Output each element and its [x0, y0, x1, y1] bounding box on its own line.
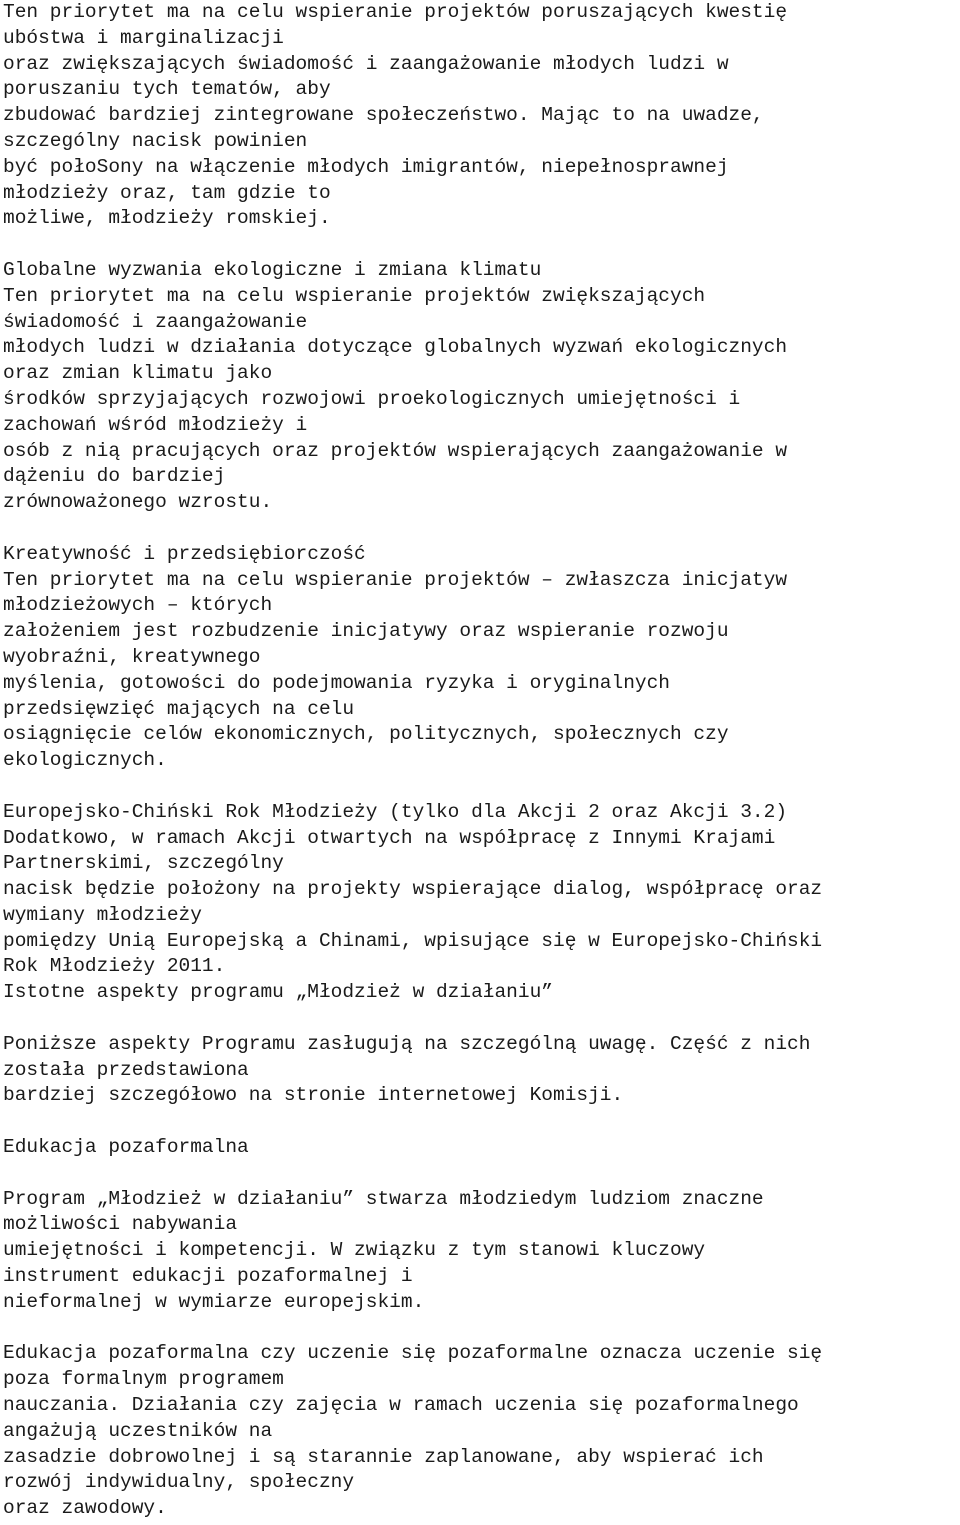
- text-line: oraz zwiększających świadomość i zaangażowanie młodych ludzi w: [3, 52, 729, 75]
- paragraph-gap: [3, 516, 960, 542]
- text-line: Ten priorytet ma na celu wspieranie projektów – zwłaszcza inicjatyw: [3, 568, 788, 591]
- text-line: dążeniu do bardziej: [3, 465, 226, 488]
- paragraph-gap: [3, 774, 960, 800]
- text-line: możliwe, młodzieży romskiej.: [3, 207, 331, 230]
- text-line: Edukacja pozaformalna czy uczenie się pozaformalne oznacza uczenie się: [3, 1342, 823, 1365]
- text-line: zbudować bardziej zintegrowane społeczeństwo. Mając to na uwadze,: [3, 104, 764, 127]
- text-line: młodzieżowych – których: [3, 594, 273, 617]
- paragraph-gap: [3, 1006, 960, 1032]
- text-line: świadomość i zaangażowanie: [3, 310, 308, 333]
- paragraph: [3, 1187, 960, 1316]
- paragraph-gap: [3, 1161, 960, 1187]
- text-line: angażują uczestników na: [3, 1419, 273, 1442]
- text-line: zasadzie dobrowolnej i są starannie zaplanowane, aby wspierać ich: [3, 1445, 764, 1468]
- text-line: wyobraźni, kreatywnego: [3, 645, 261, 668]
- text-line: szczególny nacisk powinien: [3, 129, 308, 152]
- text-line: Edukacja pozaformalna: [3, 1136, 249, 1159]
- text-line: środków sprzyjających rozwojowi proekologicznych umiejętności i: [3, 387, 741, 410]
- text-line: możliwości nabywania: [3, 1213, 238, 1236]
- document-body: [3, 0, 960, 1522]
- text-line: poza formalnym programem: [3, 1368, 284, 1391]
- text-line: założeniem jest rozbudzenie inicjatywy oraz wspieranie rozwoju: [3, 620, 729, 643]
- paragraph-gap: [3, 1316, 960, 1342]
- text-line: oraz zmian klimatu jako: [3, 362, 273, 385]
- text-line: Partnerskimi, szczególny: [3, 852, 284, 875]
- paragraph: [3, 800, 960, 1006]
- text-line: młodych ludzi w działania dotyczące globalnych wyzwań ekologicznych: [3, 336, 788, 359]
- text-line: bardziej szczegółowo na stronie internetowej Komisji.: [3, 1084, 624, 1107]
- text-line: przedsięwzięć mających na celu: [3, 697, 355, 720]
- text-line: osiągnięcie celów ekonomicznych, politycznych, społecznych czy: [3, 723, 729, 746]
- paragraph: [3, 1341, 960, 1522]
- text-line: Program „Młodzież w działaniu” stwarza młodziedym ludziom znaczne: [3, 1187, 764, 1210]
- text-line: Ten priorytet ma na celu wspieranie projektów poruszających kwestię: [3, 1, 788, 23]
- text-line: wymiany młodzieży: [3, 903, 202, 926]
- text-line: Kreatywność i przedsiębiorczość: [3, 542, 366, 565]
- text-line: osób z nią pracujących oraz projektów wspierających zaangażowanie w: [3, 439, 788, 462]
- paragraph: [3, 542, 960, 774]
- paragraph: [3, 1032, 960, 1109]
- text-line: Ten priorytet ma na celu wspieranie projektów zwiększających: [3, 284, 706, 307]
- text-line: oraz zawodowy.: [3, 1497, 167, 1520]
- text-line: pomiędzy Unią Europejską a Chinami, wpisujące się w Europejsko-Chiński: [3, 929, 823, 952]
- text-line: Poniższe aspekty Programu zasługują na szczególną uwagę. Część z nich: [3, 1032, 811, 1055]
- text-line: Dodatkowo, w ramach Akcji otwartych na współpracę z Innymi Krajami: [3, 826, 776, 849]
- text-line: nauczania. Działania czy zajęcia w ramach uczenia się pozaformalnego: [3, 1394, 799, 1417]
- text-line: instrument edukacji pozaformalnej i: [3, 1265, 413, 1288]
- text-line: umiejętności i kompetencji. W związku z tym stanowi kluczowy: [3, 1239, 706, 1262]
- text-line: być połoSony na włączenie młodych imigrantów, niepełnosprawnej: [3, 155, 729, 178]
- text-line: nacisk będzie położony na projekty wspierające dialog, współpracę oraz: [3, 878, 823, 901]
- text-line: poruszaniu tych tematów, aby: [3, 78, 331, 101]
- text-line: młodzieży oraz, tam gdzie to: [3, 181, 331, 204]
- text-line: Istotne aspekty programu „Młodzież w działaniu”: [3, 981, 553, 1004]
- text-line: zachowań wśród młodzieży i: [3, 413, 308, 436]
- text-line: rozwój indywidualny, społeczny: [3, 1471, 355, 1494]
- text-line: Globalne wyzwania ekologiczne i zmiana klimatu: [3, 258, 542, 281]
- paragraph-gap: [3, 232, 960, 258]
- text-line: Rok Młodzieży 2011.: [3, 955, 226, 978]
- text-line: zrównoważonego wzrostu.: [3, 491, 273, 514]
- text-line: ubóstwa i marginalizacji: [3, 26, 284, 49]
- text-line: nieformalnej w wymiarze europejskim.: [3, 1290, 425, 1313]
- text-line: została przedstawiona: [3, 1058, 249, 1081]
- paragraph-gap: [3, 1109, 960, 1135]
- paragraph: [3, 1135, 960, 1161]
- text-line: ekologicznych.: [3, 749, 167, 772]
- paragraph: [3, 258, 960, 516]
- text-line: Europejsko-Chiński Rok Młodzieży (tylko dla Akcji 2 oraz Akcji 3.2): [3, 800, 788, 823]
- paragraph: [3, 0, 960, 232]
- text-line: myślenia, gotowości do podejmowania ryzyka i oryginalnych: [3, 671, 671, 694]
